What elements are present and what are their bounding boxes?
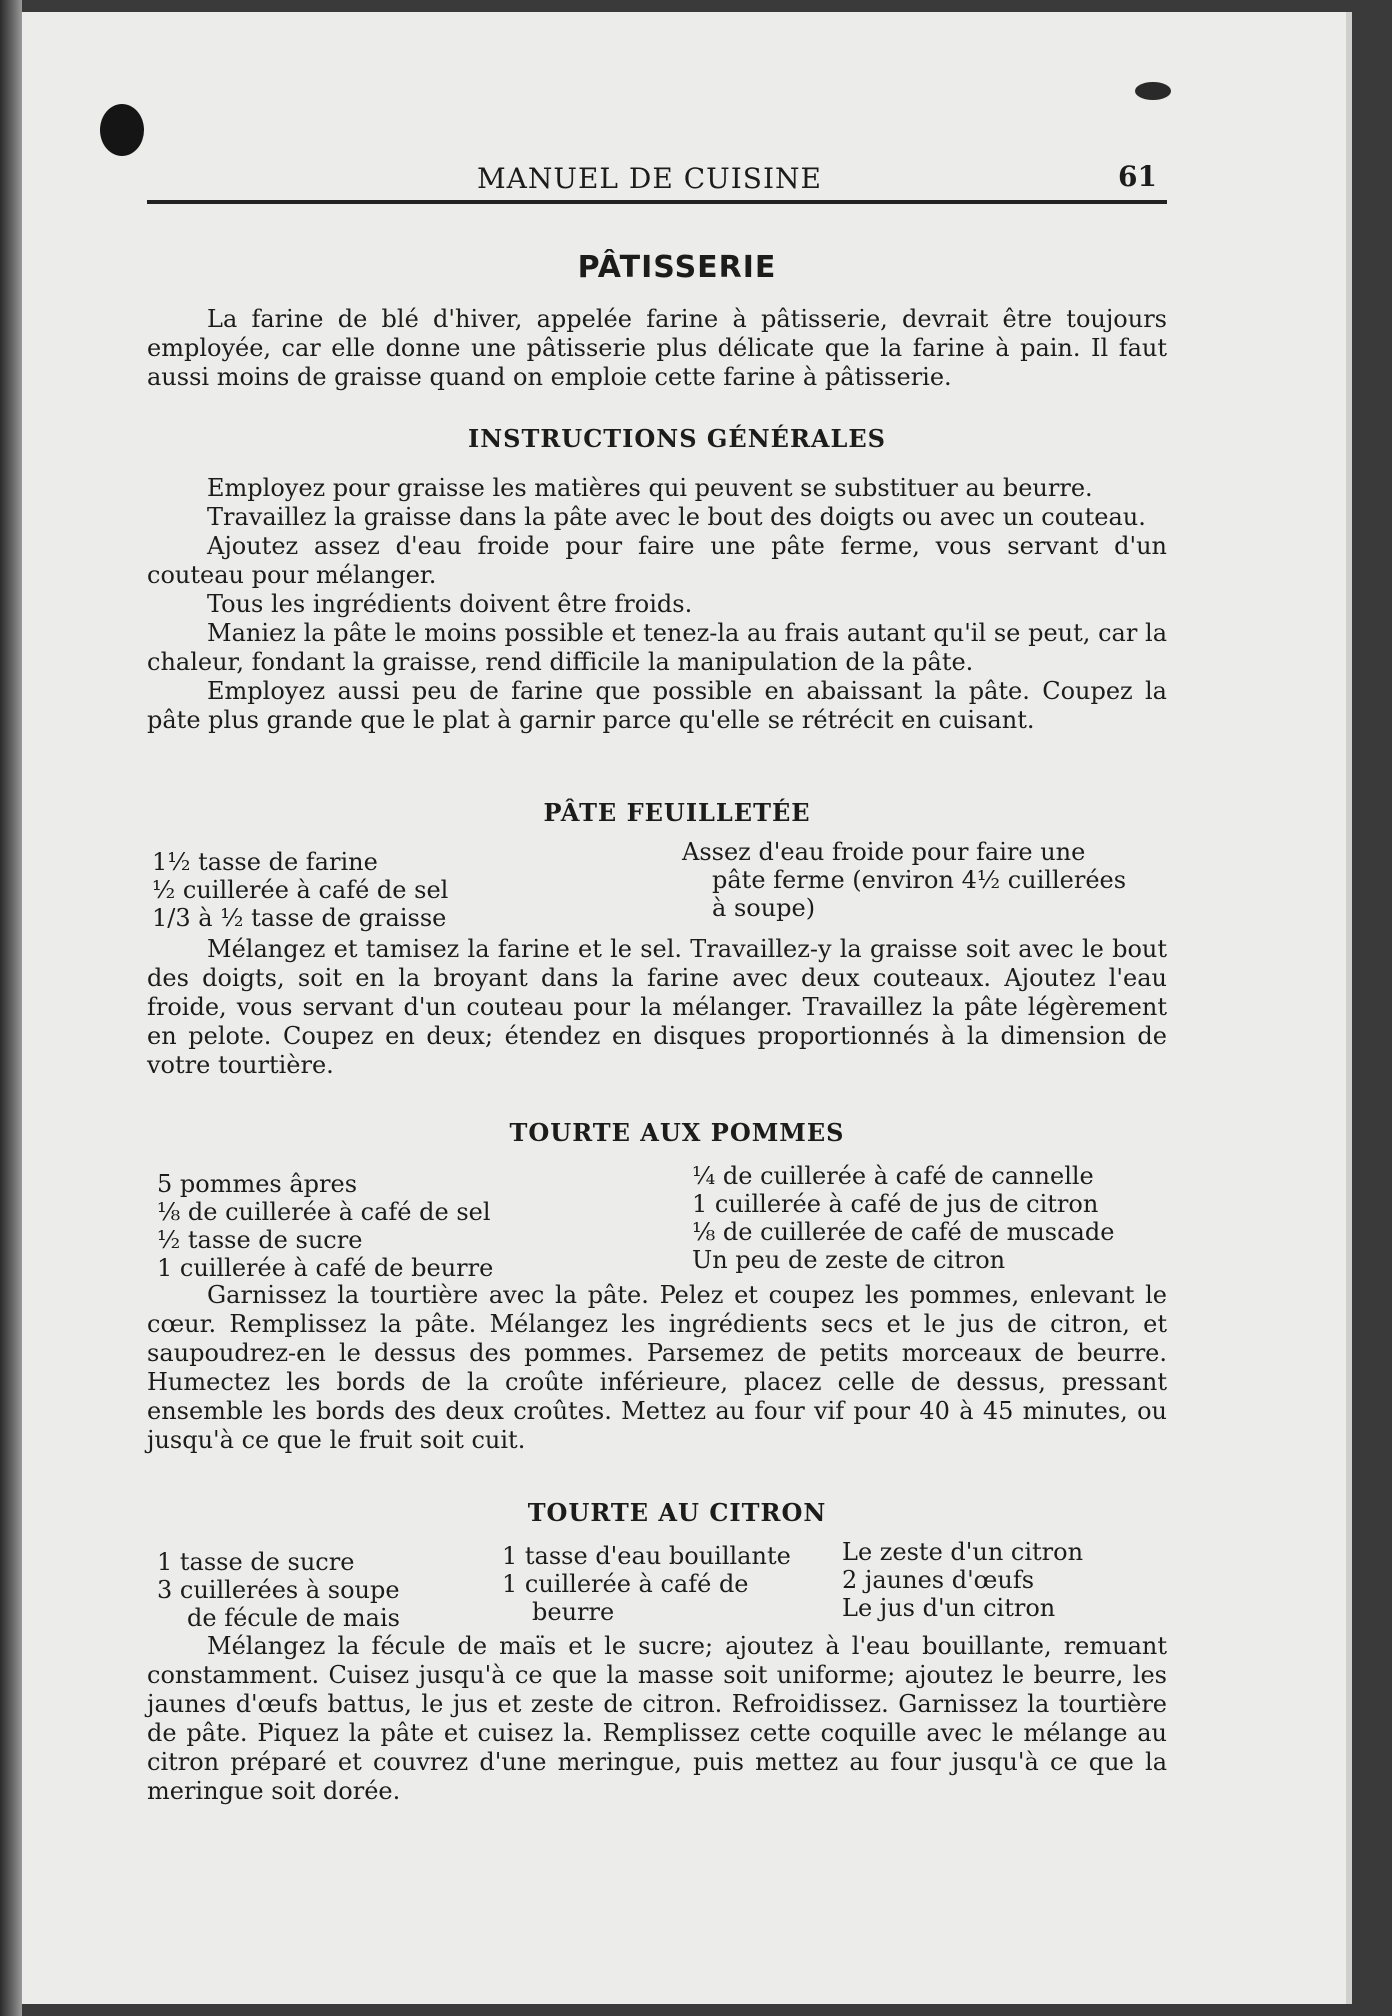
ingredient: 3 cuillerées à soupe (157, 1576, 400, 1604)
citron-ingredients-col1 (157, 1548, 400, 1632)
instruction-paragraph: Employez pour graisse les matières qui peuvent se substituer au beurre. (207, 474, 1093, 502)
running-header (147, 160, 1167, 204)
ingredient: Un peu de zeste de citron (692, 1246, 1006, 1274)
ingredient: Le zeste d'un citron (842, 1538, 1084, 1566)
page-title: PÂTISSERIE (577, 250, 777, 285)
citron-ingredients-col3 (842, 1538, 1083, 1622)
ingredient: 1 tasse d'eau bouillante (502, 1542, 791, 1570)
instruction-paragraph: Tous les ingrédients doivent être froids. (207, 590, 693, 618)
ingredient: ⅛ de cuillerée de café de muscade (692, 1218, 1115, 1246)
ingredient: 2 jaunes d'œufs (842, 1566, 1035, 1594)
ingredient: 1 cuillerée à café de (502, 1570, 749, 1598)
general-instructions (147, 474, 1167, 735)
general-heading: INSTRUCTIONS GÉNÉRALES (467, 424, 887, 453)
pommes-ingredients-right (692, 1162, 1114, 1274)
ingredient: beurre (532, 1598, 615, 1626)
binding-hole (100, 104, 144, 156)
ingredient: 1 tasse de sucre (157, 1548, 355, 1576)
intro-paragraph (147, 305, 1167, 392)
ingredient: 5 pommes âpres (157, 1170, 358, 1198)
ingredient: pâte ferme (environ 4½ cuillerées (712, 866, 1127, 894)
book-spine (0, 0, 22, 2016)
method-text: Garnissez la tourtière avec la pâte. Pelez et coupez les pommes, enlevant le cœur. Remplissez la pâte. Mélangez les ingrédients secs et le jus de citron, et saupoudrez-en le dessus des pommes. Parsemez de petits morceaux de beurre. Humectez les bords de la croûte inférieure, placez celle de dessus, pressant ensemble les bords des deux croûtes. Mettez au four vif pour 40 à 45 minutes, ou jusqu'à ce que le fruit soit cuit. (147, 1281, 1167, 1454)
pommes-ingredients-left (157, 1170, 493, 1282)
ingredient: ½ cuillerée à café de sel (152, 876, 449, 904)
ingredient: ½ tasse de sucre (157, 1226, 363, 1254)
citron-heading: TOURTE AU CITRON (527, 1498, 827, 1527)
feuilletee-ingredients-right (682, 838, 1126, 922)
ingredient: Le jus d'un citron (842, 1594, 1056, 1622)
page-number: 61 (1118, 160, 1157, 193)
pommes-heading: TOURTE AUX POMMES (509, 1118, 845, 1147)
ingredient: ⅛ de cuillerée à café de sel (157, 1198, 491, 1226)
feuilletee-heading: PÂTE FEUILLETÉE (543, 798, 811, 827)
method-text: Mélangez et tamisez la farine et le sel. Travaillez-y la graisse soit avec le bout des doigts, soit en la broyant dans la farine avec deux couteaux. Ajoutez l'eau froide, vous servant d'un couteau pour la mélanger. Travaillez la pâte légèrement en pelote. Coupez en deux; étendez en disques proportionnés à la dimension de votre tourtière. (147, 935, 1167, 1079)
pommes-method (147, 1281, 1167, 1455)
instruction-paragraph: Maniez la pâte le moins possible et tenez-la au frais autant qu'il se peut, car la chaleur, fondant la graisse, rend difficile la manipulation de la pâte. (147, 619, 1167, 676)
instruction-paragraph: Employez aussi peu de farine que possible en abaissant la pâte. Coupez la pâte plus grande que le plat à garnir parce qu'elle se rétrécit en cuisant. (147, 677, 1167, 734)
intro-text: La farine de blé d'hiver, appelée farine à pâtisserie, devrait être toujours employée, car elle donne une pâtisserie plus délicate que la farine à pain. Il faut aussi moins de graisse quand on emploie cette farine à pâtisserie. (147, 305, 1167, 391)
feuilletee-ingredients-left (152, 848, 448, 932)
feuilletee-method (147, 935, 1167, 1080)
ingredient: Assez d'eau froide pour faire une (682, 838, 1086, 866)
ingredient: 1/3 à ½ tasse de graisse (152, 904, 447, 932)
instruction-paragraph: Travaillez la graisse dans la pâte avec le bout des doigts ou avec un couteau. (207, 503, 1146, 531)
method-text: Mélangez la fécule de maïs et le sucre; ajoutez à l'eau bouillante, remuant constamment. Cuisez jusqu'à ce que la masse soit uniforme; ajoutez le beurre, les jaunes d'œufs battus, le jus et zeste de citron. Refroidissez. Garnissez la tourtière de pâte. Piquez la pâte et cuisez la. Remplissez cette coquille avec le mélange au citron préparé et couvrez d'une meringue, puis mettez au four jusqu'à ce que la meringue soit dorée. (147, 1632, 1167, 1805)
ink-smudge (1135, 82, 1171, 100)
instruction-paragraph: Ajoutez assez d'eau froide pour faire une pâte ferme, vous servant d'un couteau pour mélanger. (147, 532, 1167, 589)
ingredient: 1½ tasse de farine (152, 848, 378, 876)
ingredient: ¼ de cuillerée à café de cannelle (692, 1162, 1094, 1190)
citron-method (147, 1632, 1167, 1806)
running-title: MANUEL DE CUISINE (477, 162, 822, 195)
ingredient: 1 cuillerée à café de beurre (157, 1254, 494, 1282)
ingredient: 1 cuillerée à café de jus de citron (692, 1190, 1099, 1218)
ingredient: à soupe) (712, 894, 816, 922)
citron-ingredients-col2 (502, 1542, 791, 1626)
ingredient: de fécule de mais (187, 1604, 400, 1632)
book-page (22, 12, 1352, 2004)
